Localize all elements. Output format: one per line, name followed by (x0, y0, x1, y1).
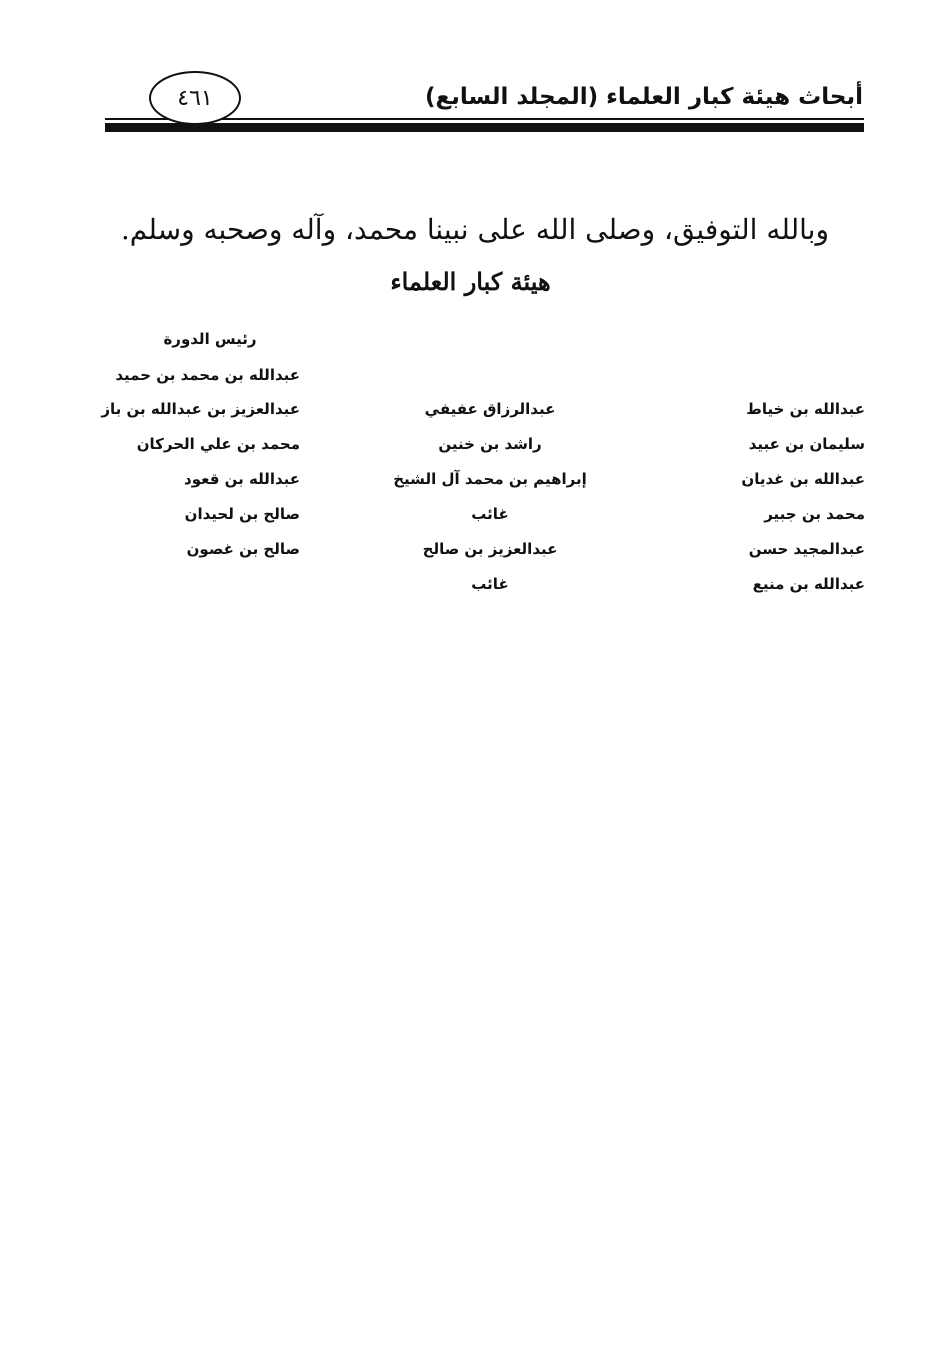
signatory-name: راشد بن خنين (438, 435, 542, 453)
page-number-badge (149, 71, 241, 125)
chair-label: رئيس الدورة (163, 330, 257, 348)
chair-name: عبدالله بن محمد بن حميد (115, 366, 300, 384)
page-number: ٤٦١ (177, 85, 213, 111)
signatory-name: محمد بن علي الحركان (136, 435, 300, 453)
signatory-name: محمد بن جبير (764, 505, 865, 523)
signatory-name: عبدالله بن خياط (746, 400, 865, 418)
signatory-name: سليمان بن عبيد (748, 435, 865, 453)
signatory-name: عبدالمجيد حسن (748, 540, 865, 558)
signatories-column-middle (385, 396, 595, 606)
signatory-name: عبدالرزاق عفيفي (424, 400, 556, 418)
signatory-name: إبراهيم بن محمد آل الشيخ (393, 470, 587, 488)
running-header-title: أبحاث هيئة كبار العلماء (المجلد السابع) (424, 84, 863, 110)
signatory-name: عبدالعزيز بن عبدالله بن باز (101, 400, 300, 418)
signatories-column-left (100, 396, 300, 571)
signatory-name: عبدالعزيز بن صالح (422, 540, 558, 558)
signatory-name: عبدالله بن قعود (184, 470, 300, 488)
absent-note: غائب (471, 575, 509, 593)
signatory-name: عبدالله بن غديان (741, 470, 865, 488)
closing-statement: وبالله التوفيق، وصلى الله على نبينا محمد، وآله وصحبه وسلم. (120, 213, 829, 246)
signatory-name: صالح بن لحيدان (184, 505, 300, 523)
signatory-name: صالح بن غصون (186, 540, 300, 558)
header-rule-thick (105, 123, 864, 132)
signatories-column-right (665, 396, 865, 606)
signatory-name: عبدالله بن منيع (752, 575, 865, 593)
absent-note: غائب (471, 505, 509, 523)
council-title: هيئة كبار العلماء (390, 267, 551, 296)
